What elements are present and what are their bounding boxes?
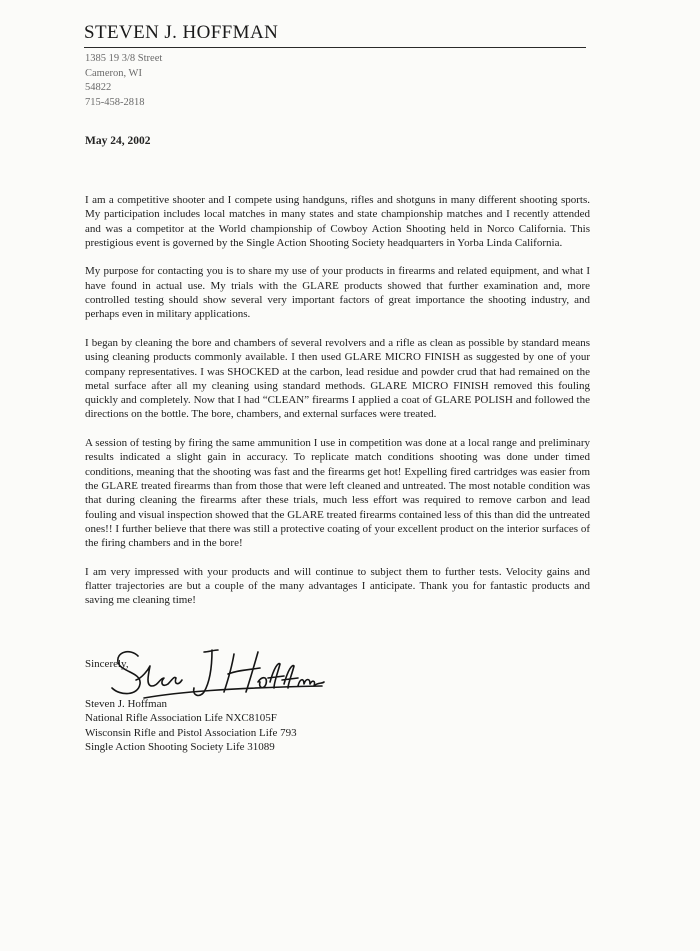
letterhead-name: STEVEN J. HOFFMAN — [84, 22, 279, 43]
signer-name: Steven J. Hoffman — [85, 698, 167, 710]
signer-affiliation: National Rifle Association Life NXC8105F — [85, 712, 277, 725]
signer-affiliation: Wisconsin Rifle and Pistol Association Life 793 — [85, 726, 297, 739]
letter-date: May 24, 2002 — [85, 135, 151, 147]
sender-address — [85, 52, 162, 111]
paragraph: A session of testing by firing the same ammunition I use in competition was done at a local range and preliminary results indicated a slight gain in accuracy. To replicate match conditions shooting was done under timed conditions, meaning that the shooting was fast and the firearms get hot! Expelling fired cartridges was easier from the GLARE treated firearms than from those that were left cleaned and untreated. The most notable condition was that during cleaning the firearms after these trials, much less effort was required to remove carbon and lead fouling and visual inspection showed that the GLARE treated firearms contained less of this than did the untreated ones!! I further believe that there was still a protective coating of your excellent product on the interior surfaces of the firing chambers and in the bore! — [85, 437, 590, 550]
letter-body — [85, 193, 590, 622]
signer-affiliation: Single Action Shooting Society Life 31089 — [85, 740, 275, 753]
closing-salutation: Sincerely, — [85, 658, 129, 670]
paragraph: I am a competitive shooter and I compete using handguns, rifles and shotguns in many different shooting sports. My participation includes local matches in many states and state championship matches and I recently attended and was a competitor at the World championship of Cowboy Action Shooting held in Norco California. This prestigious event is governed by the Single Action Shooting Society headquarters in Yorba Linda California. — [85, 194, 590, 249]
paragraph: My purpose for contacting you is to share my use of your products in firearms and related equipment, and what I have found in actual use. My trials with the GLARE products showed that further examination and, more controlled testing should show several very important factors of great importance the shooting industry, and perhaps even in military applications. — [85, 265, 590, 321]
address-zip: 54822 — [85, 82, 112, 94]
address-city: Cameron, WI — [85, 67, 142, 79]
paragraph: I began by cleaning the bore and chambers of several revolvers and a rifle as clean as possible by standard means using cleaning products commonly available. I then used GLARE MICRO FINISH as suggested by one of your company representatives. I was SHOCKED at the carbon, lead residue and powder crud that had remained on the metal surface after all my cleaning using standard methods. GLARE MICRO FINISH removed this fouling quickly and completely. Now that I had “CLEAN” firearms I applied a coat of GLARE POLISH and followed the directions on the bottle. The bore, chambers, and external surfaces were treated. — [85, 336, 590, 421]
letterhead-divider — [84, 47, 586, 48]
address-phone: 715-458-2818 — [85, 97, 145, 109]
address-street: 1385 19 3/8 Street — [85, 53, 163, 64]
signer-block — [85, 697, 297, 754]
paragraph: I am very impressed with your products and will continue to subject them to further tests. Velocity gains and flatter trajectories are but a couple of the many advantages I anticipate. Thank you for fantastic products and saving me cleaning time! — [85, 565, 590, 607]
